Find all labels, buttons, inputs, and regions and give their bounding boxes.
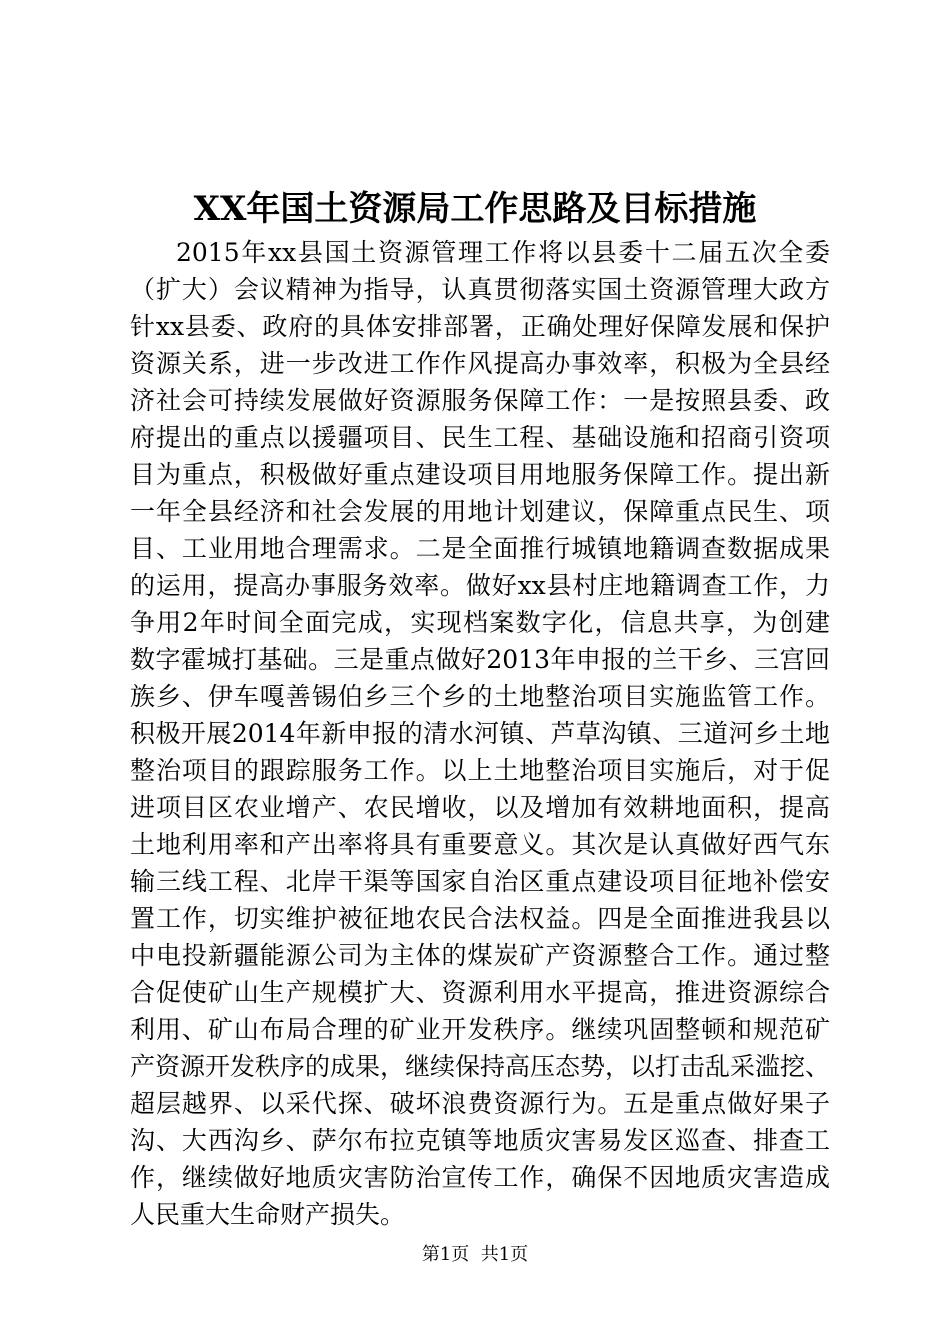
- body-line: 利用、矿山布局合理的矿业开发秩序。继续巩固整顿和规范矿: [130, 1015, 830, 1044]
- body-line: 进项目区农业增产、农民增收，以及增加有效耕地面积，提高: [130, 793, 830, 822]
- body-line: 的运用，提高办事服务效率。做好xx县村庄地籍调查工作，力: [130, 571, 830, 600]
- body-line: 争用2年时间全面完成，实现档案数字化，信息共享，为创建: [130, 608, 830, 637]
- body-line: 族乡、伊车嘎善锡伯乡三个乡的土地整治项目实施监管工作。: [130, 682, 830, 711]
- body-line: 人民重大生命财产损失。: [130, 1200, 406, 1229]
- body-line: 整治项目的跟踪服务工作。以上土地整治项目实施后，对于促: [130, 756, 830, 785]
- body-line: 置工作，切实维护被征地农民合法权益。四是全面推进我县以: [130, 904, 830, 933]
- page-number-footer: 第1页 共1页: [421, 1244, 529, 1265]
- body-line: 积极开展2014年新申报的清水河镇、芦草沟镇、三道河乡土地: [130, 719, 830, 748]
- body-line: （扩大）会议精神为指导，认真贯彻落实国土资源管理大政方: [130, 275, 830, 304]
- body-line: 中电投新疆能源公司为主体的煤炭矿产资源整合工作。通过整: [130, 941, 830, 970]
- body-line: 一年全县经济和社会发展的用地计划建议，保障重点民生、项: [130, 497, 830, 526]
- body-line: 土地利用率和产出率将具有重要意义。其次是认真做好西气东: [130, 830, 830, 859]
- body-line: 沟、大西沟乡、萨尔布拉克镇等地质灾害易发区巡查、排查工: [130, 1126, 830, 1155]
- body-line: 输三线工程、北岸干渠等国家自治区重点建设项目征地补偿安: [130, 867, 830, 896]
- body-line: 合促使矿山生产规模扩大、资源利用水平提高，推进资源综合: [130, 978, 830, 1007]
- body-line: 产资源开发秩序的成果，继续保持高压态势，以打击乱采滥挖、: [130, 1052, 830, 1081]
- body-line: 目为重点，积极做好重点建设项目用地服务保障工作。提出新: [130, 460, 830, 489]
- body-line: 超层越界、以采代探、破坏浪费资源行为。五是重点做好果子: [130, 1089, 830, 1118]
- body-line: 资源关系，进一步改进工作作风提高办事效率，积极为全县经: [130, 349, 830, 378]
- body-line: 数字霍城打基础。三是重点做好2013年申报的兰干乡、三宫回: [130, 645, 830, 674]
- body-line: 目、工业用地合理需求。二是全面推行城镇地籍调查数据成果: [130, 534, 830, 563]
- body-line: 府提出的重点以援疆项目、民生工程、基础设施和招商引资项: [130, 423, 830, 452]
- body-line: 作，继续做好地质灾害防治宣传工作，确保不因地质灾害造成: [130, 1163, 830, 1192]
- document-body: [130, 234, 830, 1233]
- body-line: 济社会可持续发展做好资源服务保障工作：一是按照县委、政: [130, 386, 830, 415]
- body-line: 2015年xx县国土资源管理工作将以县委十二届五次全委: [176, 238, 830, 267]
- body-line: 针xx县委、政府的具体安排部署，正确处理好保障发展和保护: [130, 312, 830, 341]
- document-title: XX年国土资源局工作思路及目标措施: [193, 189, 757, 229]
